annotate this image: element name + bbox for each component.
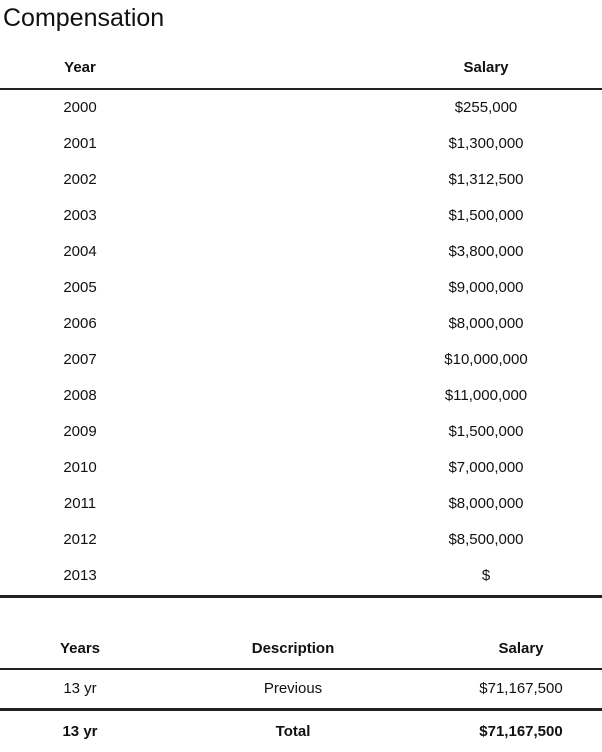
salary-table-header — [0, 54, 602, 82]
salary-cell: $8,000,000 — [448, 495, 524, 512]
year-cell: 2000 — [63, 99, 97, 116]
summary-salary-column-header — [440, 634, 602, 664]
year-cell: 2002 — [63, 171, 97, 188]
summary-table-header — [0, 634, 602, 664]
year-cell: 2011 — [63, 495, 97, 512]
year-cell: 2010 — [63, 459, 97, 476]
salary-cell: $7,000,000 — [448, 459, 524, 476]
summary-header-divider — [0, 668, 602, 670]
table-row — [0, 450, 602, 486]
salary-table-body — [0, 90, 602, 594]
total-years: 13 yr — [62, 723, 98, 740]
salary-column-header: Salary — [463, 59, 509, 76]
previous-years: 13 yr — [63, 680, 97, 697]
year-cell: 2007 — [63, 351, 97, 368]
previous-salary-cell — [440, 672, 602, 706]
years-column-header: Years — [59, 640, 101, 657]
salary-cell: $1,500,000 — [448, 207, 524, 224]
table-row — [0, 342, 602, 378]
table-row — [0, 414, 602, 450]
salary-cell: $1,312,500 — [448, 171, 524, 188]
salary-cell: $ — [481, 567, 491, 584]
total-salary-cell — [440, 715, 602, 749]
year-cell: 2012 — [63, 531, 97, 548]
summary-total-rule — [0, 708, 602, 711]
table-row — [0, 378, 602, 414]
table-row — [0, 558, 602, 594]
salary-cell: $1,500,000 — [448, 423, 524, 440]
table-row — [0, 306, 602, 342]
summary-salary-header-label: Salary — [498, 640, 544, 657]
salary-cell: $8,500,000 — [448, 531, 524, 548]
salary-cell: $10,000,000 — [444, 351, 528, 368]
year-cell: 2003 — [63, 207, 97, 224]
salary-table-bottom-rule — [0, 595, 602, 598]
year-cell: 2001 — [63, 135, 97, 152]
summary-row-previous — [0, 672, 602, 706]
year-cell: 2008 — [63, 387, 97, 404]
year-cell: 2009 — [63, 423, 97, 440]
table-row — [0, 162, 602, 198]
summary-row-total — [0, 715, 602, 749]
page-title: Compensation — [3, 4, 165, 32]
year-cell: 2005 — [63, 279, 97, 296]
table-row — [0, 270, 602, 306]
table-row — [0, 522, 602, 558]
salary-cell: $3,800,000 — [448, 243, 524, 260]
previous-salary: $71,167,500 — [479, 680, 563, 697]
salary-cell: $1,300,000 — [448, 135, 524, 152]
table-row — [0, 126, 602, 162]
year-cell: 2013 — [63, 567, 97, 584]
total-salary: $71,167,500 — [479, 723, 563, 740]
salary-cell: $255,000 — [454, 99, 518, 116]
previous-description: Previous — [263, 680, 323, 697]
salary-cell: $11,000,000 — [444, 387, 528, 404]
table-row — [0, 486, 602, 522]
year-cell: 2004 — [63, 243, 97, 260]
table-row — [0, 198, 602, 234]
table-row — [0, 234, 602, 270]
year-column-header: Year — [64, 59, 96, 76]
salary-cell: $8,000,000 — [448, 315, 524, 332]
table-row — [0, 90, 602, 126]
total-description: Total — [275, 723, 311, 740]
description-column-header: Description — [251, 640, 335, 657]
year-cell: 2006 — [63, 315, 97, 332]
salary-cell: $9,000,000 — [448, 279, 524, 296]
